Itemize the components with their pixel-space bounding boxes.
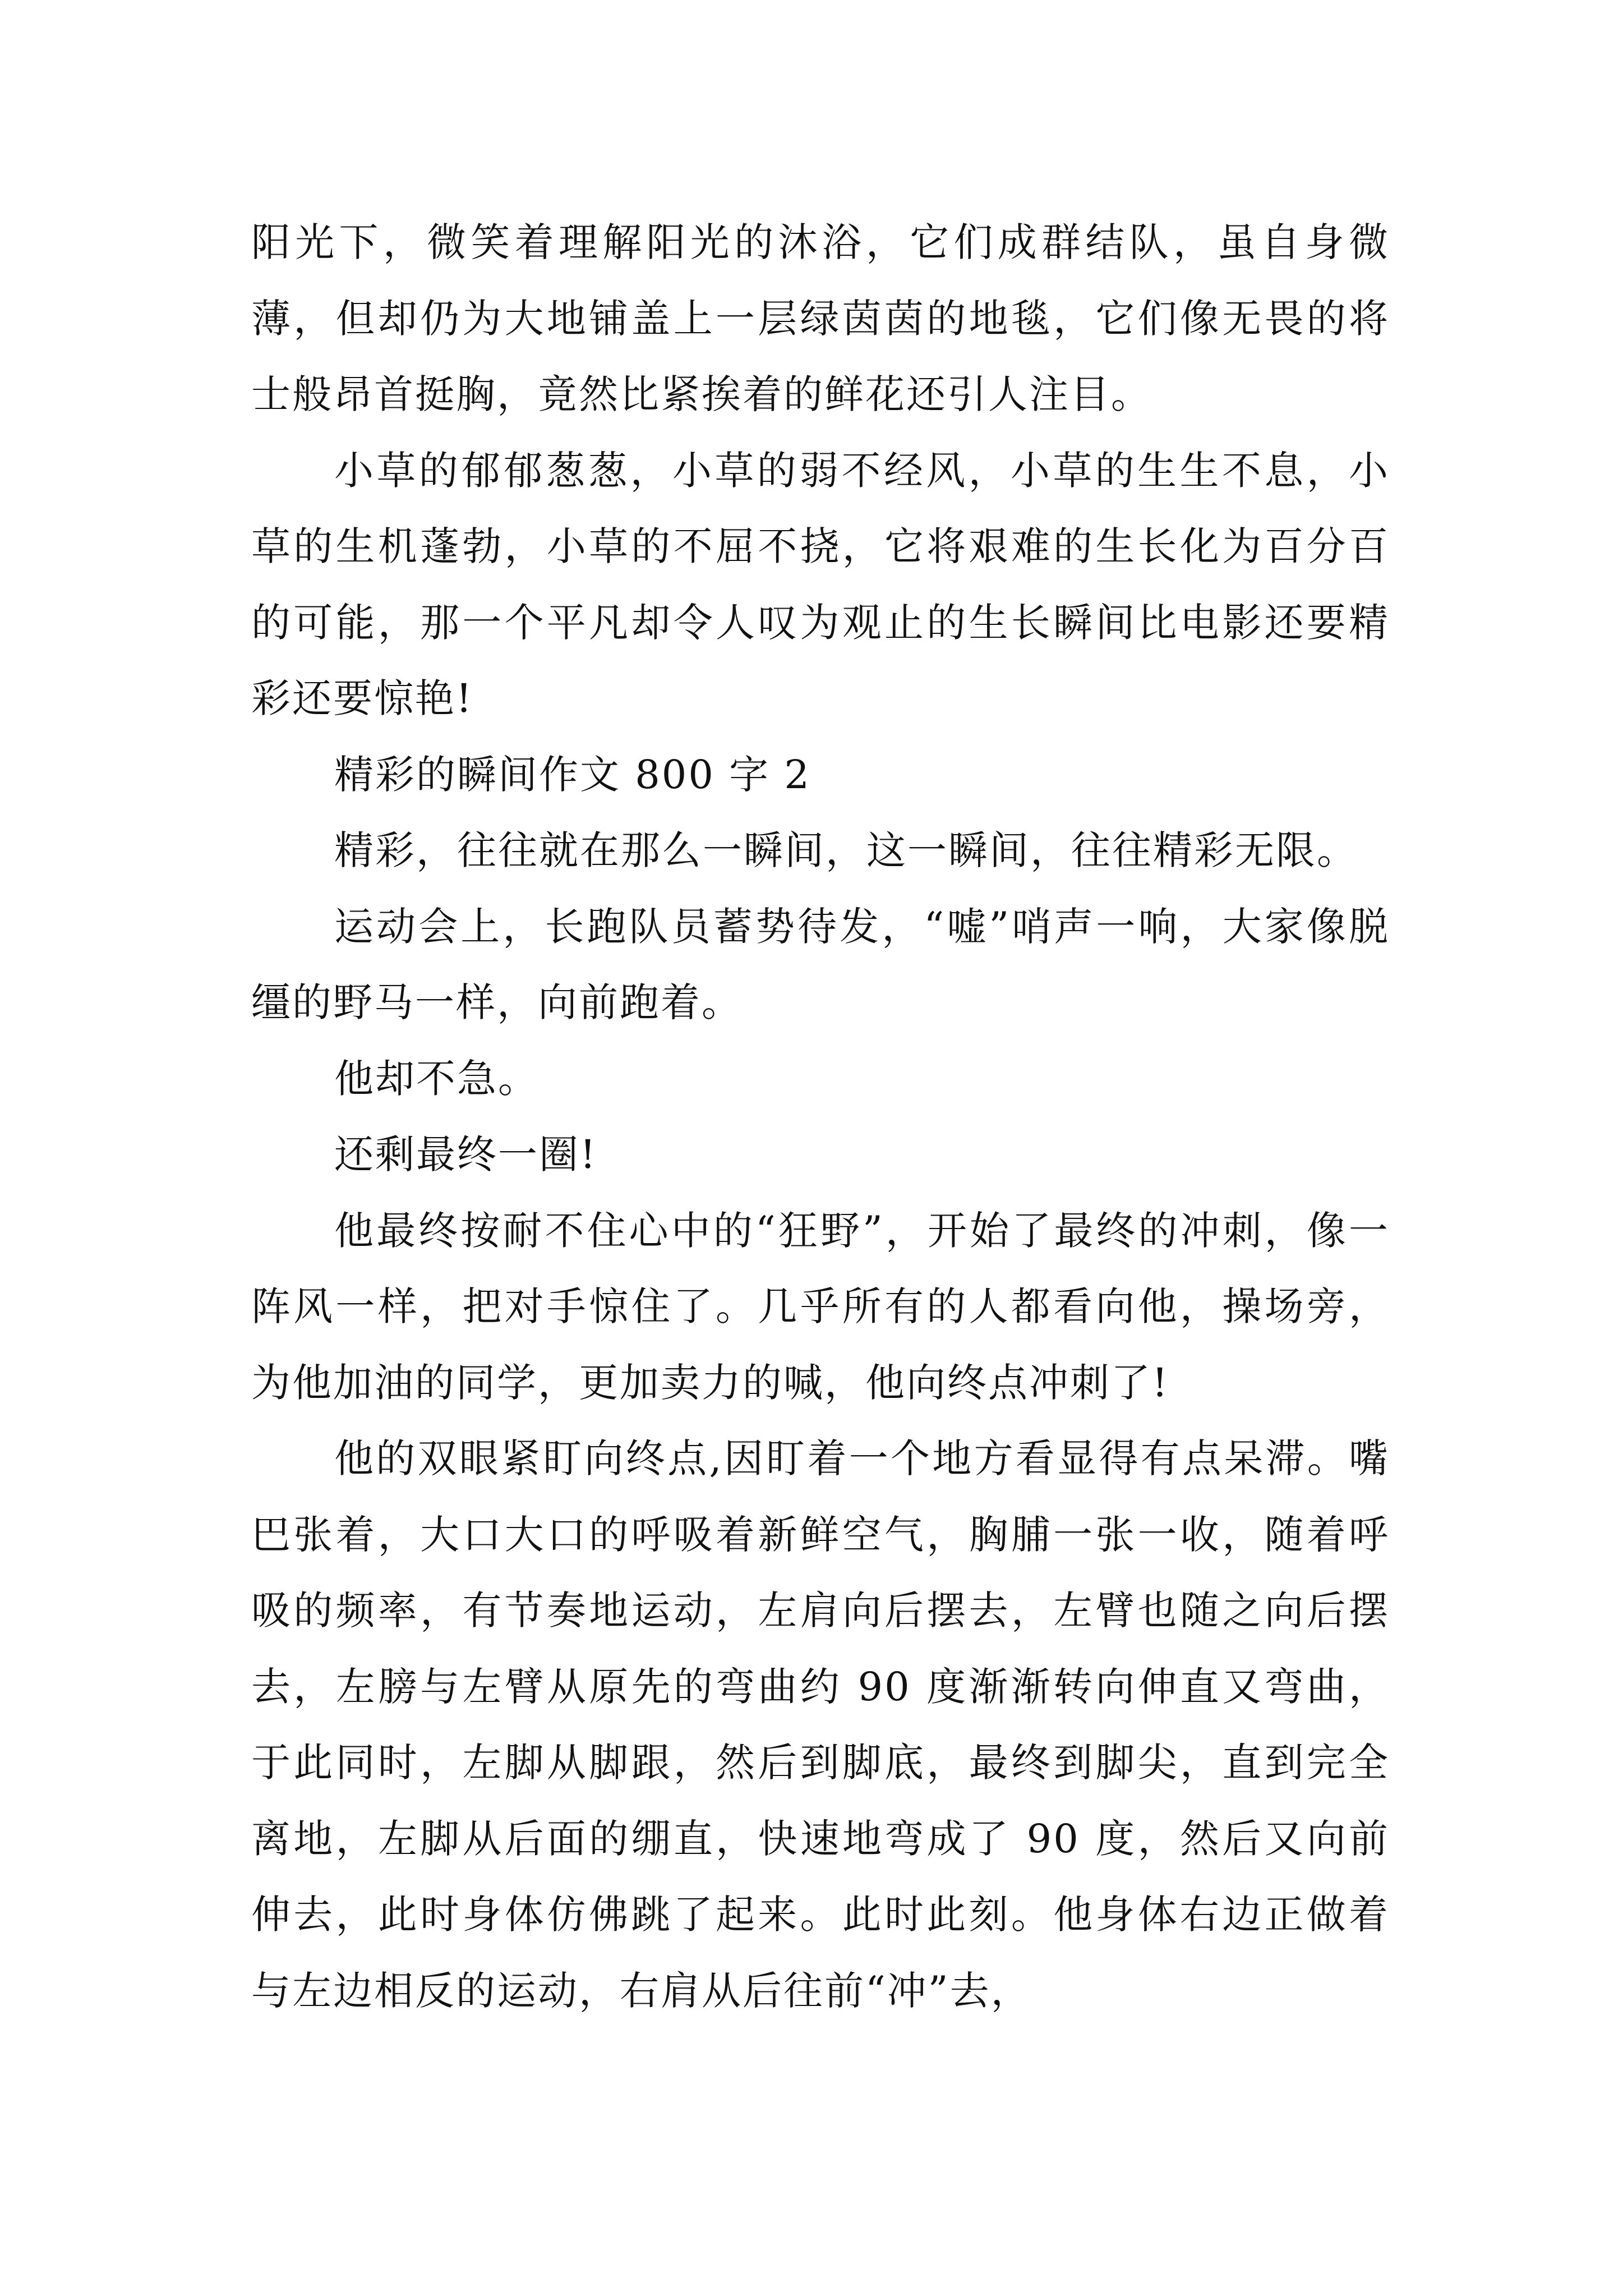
paragraph: 小草的郁郁葱葱，小草的弱不经风，小草的生生不息，小草的生机蓬勃，小草的不屈不挠，它将艰难的生长化为百分百的可能，那一个平凡却令人叹为观止的生长瞬间比电影还要精彩还要惊艳! <box>251 447 1390 721</box>
paragraph: 他最终按耐不住心中的“狂野”，开始了最终的冲刺，像一阵风一样，把对手惊住了。几乎所有的人都看向他，操场旁，为他加油的同学，更加卖力的喊，他向终点冲刺了! <box>251 1207 1390 1406</box>
section-heading: 精彩的瞬间作文 800 字 2 <box>334 751 811 798</box>
paragraph: 他的双眼紧盯向终点,因盯着一个地方看显得有点呆滞。嘴巴张着，大口大口的呼吸着新鲜空气，胸脯一张一收，随着呼吸的频率，有节奏地运动，左肩向后摆去，左臂也随之向后摆去，左膀与左臂从原先的弯曲约 90 度渐渐转向伸直又弯曲，于此同时，左脚从脚跟，然后到脚底，最终到脚尖，直到完全离地，左脚从后面的绷直，快速地弯成了 90 度，然后又向前伸去，此时身体仿佛跳了起来。此时此刻。他身体右边正做着与左边相反的运动，右肩从后往前“冲”去， <box>251 1435 1390 2014</box>
document-body <box>251 205 1390 2029</box>
paragraph: 他却不急。 <box>334 1055 539 1102</box>
paragraph: 阳光下，微笑着理解阳光的沐浴，它们成群结队，虽自身微薄，但却仍为大地铺盖上一层绿茵茵的地毯，它们像无畏的将士般昂首挺胸，竟然比紧挨着的鲜花还引人注目。 <box>251 219 1390 417</box>
paragraph: 运动会上，长跑队员蓄势待发，“嘘”哨声一响，大家像脱缰的野马一样，向前跑着。 <box>251 903 1390 1025</box>
paragraph: 还剩最终一圈! <box>334 1131 598 1177</box>
paragraph: 精彩，往往就在那么一瞬间，这一瞬间，往往精彩无限。 <box>334 827 1358 873</box>
